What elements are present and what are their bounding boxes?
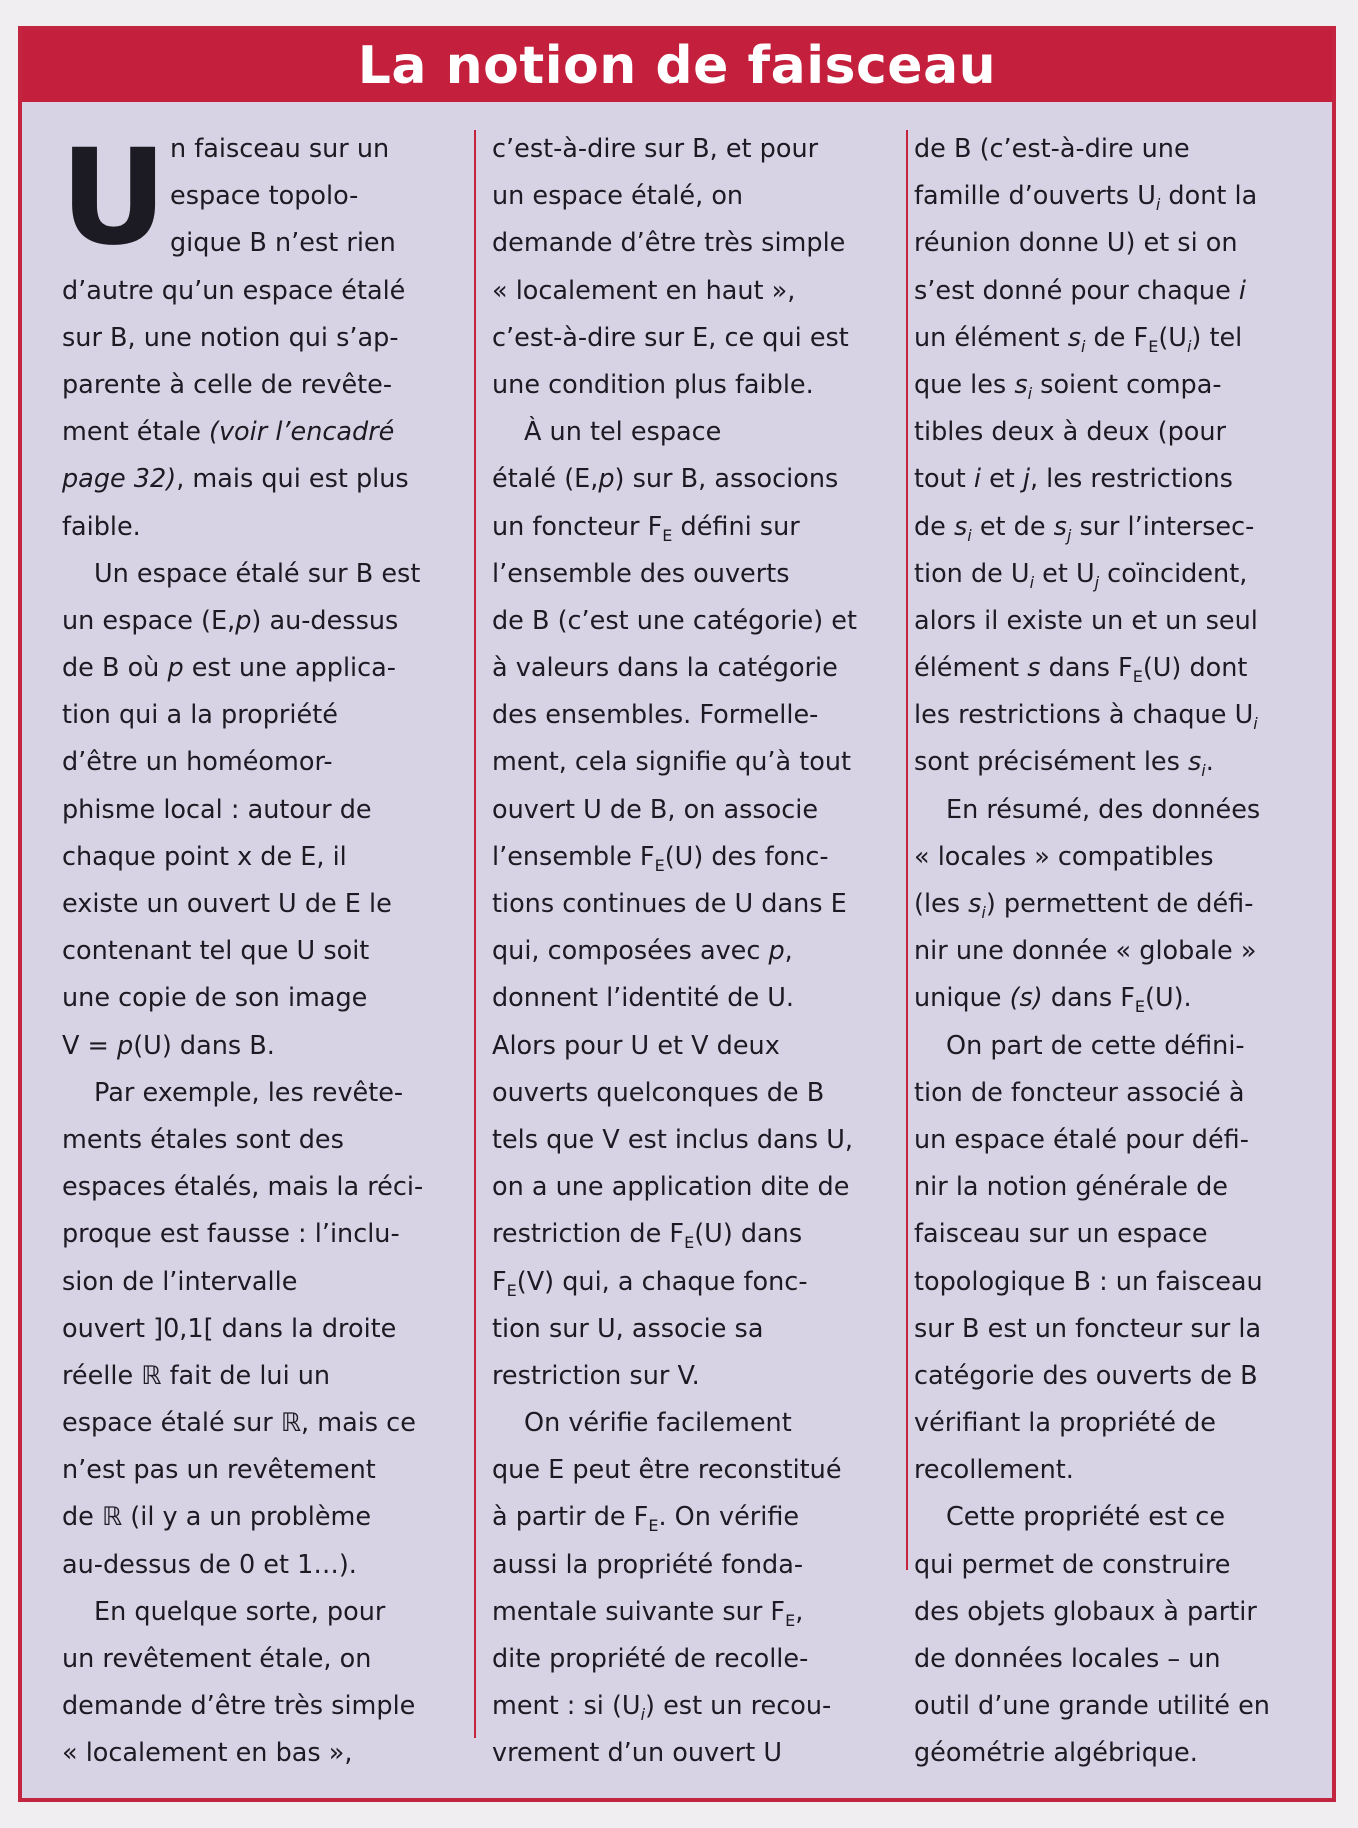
text-line	[492, 787, 912, 834]
italic-text: page 32)	[62, 464, 177, 495]
text-run: de B où	[62, 653, 168, 684]
text-line	[914, 1400, 1324, 1447]
text-line	[492, 928, 912, 975]
italic-text: i	[973, 464, 981, 495]
text-run: ,	[795, 1596, 804, 1627]
text-line	[492, 1494, 912, 1541]
text-line	[492, 1211, 912, 1258]
text-run: un espace étalé pour défi-	[914, 1124, 1249, 1155]
italic-text: p	[768, 936, 785, 967]
text-line	[62, 1023, 472, 1070]
text-line	[914, 1542, 1324, 1589]
italic-text: j	[1022, 464, 1030, 495]
text-line	[492, 1636, 912, 1683]
text-run: soient compa-	[1032, 369, 1222, 400]
text-run: espace étalé sur ℝ, mais ce	[62, 1408, 416, 1439]
subscript: E	[662, 525, 673, 545]
text-run: À un tel espace	[524, 417, 722, 448]
text-run: (V) qui, a chaque fonc-	[516, 1266, 808, 1297]
text-run: Cette propriété est ce	[946, 1502, 1226, 1533]
text-line	[914, 787, 1324, 834]
text-line	[492, 1023, 912, 1070]
text-run: tions continues de U dans E	[492, 889, 847, 919]
text-run: c’est-à-dire sur B, et pour	[492, 134, 819, 164]
text-run: tibles deux à deux (pour	[914, 417, 1227, 448]
text-line	[492, 1400, 912, 1447]
text-line	[62, 881, 472, 928]
text-run: tion de foncteur associé à	[914, 1077, 1245, 1108]
text-run: et de	[971, 511, 1054, 542]
text-run: ouvert U de B, on associe	[492, 794, 819, 825]
text-run: géométrie algébrique.	[914, 1738, 1198, 1769]
text-run: demande d’être très simple	[492, 228, 846, 259]
text-line	[62, 504, 472, 551]
text-run: de B (c’est une catégorie) et	[492, 605, 857, 636]
text-run: nir une donnée « globale »	[914, 936, 1257, 967]
article-box	[18, 26, 1336, 1802]
text-run: contenant tel que U soit	[62, 936, 370, 967]
text-line	[914, 1070, 1324, 1117]
text-run: d’être un homéomor-	[62, 747, 333, 778]
text-column-3	[914, 126, 1324, 1778]
subscript: E	[654, 855, 665, 875]
text-line	[914, 268, 1324, 315]
text-line	[914, 173, 1324, 220]
text-run: les restrictions à chaque U	[914, 700, 1254, 731]
text-run: (U) dont	[1142, 653, 1248, 684]
subscript: E	[1148, 336, 1159, 356]
text-run: de ℝ (il y a un problème	[62, 1502, 372, 1533]
text-line	[914, 975, 1324, 1022]
text-line	[914, 126, 1324, 173]
text-line	[914, 551, 1324, 598]
text-run: F	[492, 1266, 507, 1297]
text-run: sont précisément les	[914, 747, 1188, 778]
text-line	[914, 220, 1324, 267]
text-run: .	[1205, 747, 1214, 778]
text-line	[62, 1306, 472, 1353]
subscript: i	[640, 1705, 646, 1725]
text-run: et	[980, 464, 1023, 495]
text-run: Par exemple, les revête-	[94, 1077, 404, 1108]
text-run: parente à celle de revête-	[62, 369, 393, 400]
text-line	[492, 362, 912, 409]
text-run: existe un ouvert U de E le	[62, 889, 392, 919]
subscript: j	[1066, 525, 1072, 545]
text-line	[62, 456, 472, 503]
text-run: est une applica-	[183, 653, 396, 684]
text-run: coïncident,	[1099, 558, 1248, 589]
text-run: . On vérifie	[658, 1502, 800, 1533]
text-line	[62, 928, 472, 975]
text-line	[62, 1730, 472, 1777]
text-run: vrement d’un ouvert U	[492, 1738, 783, 1769]
italic-text: p	[598, 464, 615, 495]
text-column-1	[60, 121, 472, 1778]
text-run: recollement.	[914, 1455, 1074, 1486]
text-line	[62, 362, 472, 409]
text-run: Un espace étalé sur B est	[94, 558, 421, 589]
italic-text: p	[167, 653, 184, 684]
subscript: E	[506, 1280, 517, 1300]
text-line	[62, 1447, 472, 1494]
text-run: ) au-dessus	[251, 605, 399, 636]
text-run: demande d’être très simple	[62, 1691, 416, 1722]
italic-text: s	[1067, 322, 1081, 353]
text-line	[62, 598, 472, 645]
text-run: dans F	[1040, 653, 1133, 684]
text-run: faisceau sur un espace	[914, 1219, 1208, 1250]
text-line	[492, 1353, 912, 1400]
text-line	[914, 456, 1324, 503]
italic-text: i	[1238, 275, 1246, 306]
text-line	[492, 409, 912, 456]
text-run: une condition plus faible.	[492, 369, 814, 400]
italic-text: p	[117, 1030, 134, 1061]
text-line	[914, 1683, 1324, 1730]
drop-cap: U	[60, 121, 168, 275]
text-line	[492, 1306, 912, 1353]
text-run: On part de cette défini-	[946, 1030, 1245, 1061]
text-line	[492, 598, 912, 645]
text-run: (U).	[1145, 983, 1192, 1014]
text-line	[914, 1259, 1324, 1306]
text-run: tout	[914, 464, 974, 495]
text-run: On vérifie facilement	[524, 1408, 792, 1439]
text-line	[492, 1447, 912, 1494]
text-run: l’ensemble F	[492, 841, 655, 872]
text-run: ouvert ]0,1[ dans la droite	[62, 1313, 397, 1344]
text-run: tion sur U, associe sa	[492, 1313, 764, 1344]
text-run: qui, composées avec	[492, 936, 769, 967]
text-run: gique B n’est rien	[170, 228, 396, 259]
text-line	[492, 456, 912, 503]
text-run: « localement en haut »,	[492, 275, 796, 306]
text-line	[492, 1589, 912, 1636]
text-run: que les	[914, 369, 1015, 400]
text-run: (U) des fonc-	[664, 841, 829, 872]
text-line	[492, 881, 912, 928]
text-line	[492, 645, 912, 692]
subscript: E	[1132, 667, 1143, 687]
text-run: catégorie des ouverts de B	[914, 1360, 1258, 1391]
text-run: l’ensemble des ouverts	[492, 558, 790, 589]
text-run: dont la	[1160, 181, 1258, 212]
text-run: tion de U	[914, 558, 1030, 589]
text-run: des ensembles. Formelle-	[492, 700, 819, 731]
text-run: et U	[1034, 558, 1095, 589]
text-run: Alors pour U et V deux	[492, 1030, 780, 1061]
text-line	[62, 787, 472, 834]
text-line	[62, 1589, 472, 1636]
text-line	[492, 975, 912, 1022]
text-run: topologique B : un faisceau	[914, 1266, 1263, 1297]
text-run: réunion donne U) et si on	[914, 228, 1238, 259]
text-run: famille d’ouverts U	[914, 181, 1156, 212]
text-run: ment étale	[62, 417, 209, 448]
text-line	[914, 739, 1324, 786]
text-line	[914, 1636, 1324, 1683]
text-line	[492, 173, 912, 220]
text-line	[914, 1494, 1324, 1541]
text-run: élément	[914, 653, 1028, 684]
text-run: étalé (E,	[492, 464, 599, 495]
text-line	[914, 834, 1324, 881]
text-run: s’est donné pour chaque	[914, 275, 1239, 306]
text-line	[62, 834, 472, 881]
text-run: restriction de F	[492, 1219, 685, 1250]
text-run: , les restrictions	[1029, 464, 1233, 495]
text-line	[62, 645, 472, 692]
text-line	[492, 268, 912, 315]
subscript: E	[785, 1610, 796, 1630]
text-run: (U	[1158, 322, 1187, 353]
text-run: défini sur	[672, 511, 800, 542]
text-line	[914, 1306, 1324, 1353]
text-run: n faisceau sur un	[170, 134, 390, 164]
text-line	[914, 1023, 1324, 1070]
text-run: sur B est un foncteur sur la	[914, 1313, 1262, 1344]
text-run: de B (c’est-à-dire une	[914, 134, 1190, 164]
text-line	[914, 1117, 1324, 1164]
italic-text: s	[1188, 747, 1202, 778]
text-line	[492, 551, 912, 598]
text-run: ) sur B, associons	[614, 464, 839, 495]
italic-text: s	[1053, 511, 1067, 542]
text-run: un élément	[914, 322, 1068, 353]
text-run: espace topolo-	[170, 181, 359, 212]
italic-text: (s)	[1009, 983, 1043, 1014]
text-line	[492, 1730, 912, 1777]
text-run: on a une application dite de	[492, 1172, 850, 1203]
text-column-2	[492, 126, 912, 1778]
text-run: un foncteur F	[492, 511, 663, 542]
text-run: de	[914, 511, 954, 542]
text-line	[492, 739, 912, 786]
text-run: sur l’intersec-	[1071, 511, 1255, 542]
subscript: E	[684, 1233, 695, 1253]
text-line	[62, 975, 472, 1022]
text-run: (U) dans B.	[133, 1030, 275, 1061]
text-line	[492, 1164, 912, 1211]
text-run: ment, cela signifie qu’à tout	[492, 747, 852, 778]
text-run: des objets globaux à partir	[914, 1596, 1257, 1627]
text-line	[492, 1259, 912, 1306]
text-line	[62, 1211, 472, 1258]
text-run: alors il existe un et un seul	[914, 605, 1258, 636]
text-run: sion de l’intervalle	[62, 1266, 298, 1297]
text-line	[492, 315, 912, 362]
text-line	[492, 504, 912, 551]
text-line	[914, 504, 1324, 551]
text-run: En quelque sorte, pour	[94, 1596, 386, 1627]
text-run: une copie de son image	[62, 983, 368, 1014]
text-line	[62, 1259, 472, 1306]
text-line	[62, 1542, 472, 1589]
text-line	[62, 1400, 472, 1447]
text-run: V =	[62, 1030, 118, 1061]
text-line	[492, 220, 912, 267]
text-run: (les	[914, 889, 969, 919]
subscript: i	[1186, 336, 1192, 356]
italic-text: (voir l’encadré	[209, 417, 395, 448]
text-run: réelle ℝ fait de lui un	[62, 1360, 331, 1391]
text-line	[492, 1542, 912, 1589]
text-run: de F	[1085, 322, 1149, 353]
text-run: un revêtement étale, on	[62, 1644, 372, 1674]
text-run: outil d’une grande utilité en	[914, 1691, 1270, 1722]
text-line	[62, 551, 472, 598]
column-divider-1	[474, 130, 476, 1738]
subscript: i	[981, 903, 986, 922]
text-line	[914, 1353, 1324, 1400]
text-line	[914, 692, 1324, 739]
text-run: sur B, une notion qui s’ap-	[62, 322, 399, 353]
text-line	[492, 1683, 912, 1730]
text-line	[62, 739, 472, 786]
subscript: E	[1134, 997, 1145, 1017]
text-line	[914, 881, 1324, 928]
subscript: E	[648, 1516, 659, 1536]
text-line	[492, 1070, 912, 1117]
text-run: phisme local : autour de	[62, 794, 372, 825]
text-line	[62, 692, 472, 739]
text-line	[62, 1683, 472, 1730]
text-run: un espace étalé, on	[492, 181, 744, 212]
text-run: dite propriété de recolle-	[492, 1644, 809, 1674]
text-line	[492, 1117, 912, 1164]
text-run: ,	[784, 936, 793, 967]
subscript: j	[1094, 572, 1100, 592]
subscript: i	[1029, 572, 1035, 592]
text-line	[62, 409, 472, 456]
text-run: espaces étalés, mais la réci-	[62, 1172, 424, 1203]
text-run: que E peut être reconstitué	[492, 1455, 842, 1486]
text-line	[914, 1164, 1324, 1211]
text-line	[914, 1589, 1324, 1636]
subscript: i	[1027, 383, 1033, 403]
text-run: chaque point x de E, il	[62, 841, 347, 872]
italic-text: s	[953, 511, 968, 542]
text-line	[914, 645, 1324, 692]
text-line	[914, 362, 1324, 409]
text-run: restriction sur V.	[492, 1360, 700, 1391]
text-line	[914, 315, 1324, 362]
text-run: ouverts quelconques de B	[492, 1077, 825, 1108]
text-line	[914, 1447, 1324, 1494]
text-run: En résumé, des données	[946, 794, 1261, 825]
text-run: vérifiant la propriété de	[914, 1408, 1216, 1439]
text-run: faible.	[62, 511, 141, 542]
text-line	[492, 834, 912, 881]
text-line	[62, 1070, 472, 1117]
text-run: qui permet de construire	[914, 1549, 1231, 1580]
text-run: à valeurs dans la catégorie	[492, 653, 838, 684]
subscript: i	[1253, 714, 1258, 734]
italic-text: s	[1027, 653, 1041, 684]
text-line	[62, 1117, 472, 1164]
text-line	[914, 1211, 1324, 1258]
text-line	[62, 1164, 472, 1211]
text-run: tion qui a la propriété	[62, 700, 338, 731]
text-line	[62, 1636, 472, 1683]
text-run: , mais qui est plus	[176, 464, 409, 495]
text-run: tels que V est inclus dans U,	[492, 1124, 853, 1155]
text-line	[492, 692, 912, 739]
text-line	[492, 126, 912, 173]
text-run: dans F	[1042, 983, 1135, 1014]
article-title: La notion de faisceau	[357, 36, 997, 96]
title-banner	[22, 30, 1332, 102]
text-line	[914, 928, 1324, 975]
subscript: i	[1155, 195, 1161, 215]
text-line	[62, 1494, 472, 1541]
text-run: ) est un recou-	[645, 1691, 832, 1722]
text-run: un espace (E,	[62, 605, 236, 636]
subscript: i	[967, 525, 972, 545]
text-run: de données locales – un	[914, 1644, 1221, 1674]
text-run: proque est fausse : l’inclu-	[62, 1219, 400, 1250]
text-line	[62, 315, 472, 362]
text-run: « localement en bas »,	[62, 1738, 353, 1769]
text-run: unique	[914, 983, 1010, 1014]
text-run: c’est-à-dire sur E, ce qui est	[492, 322, 849, 353]
text-run: au-dessus de 0 et 1…).	[62, 1549, 357, 1580]
subscript: i	[1080, 336, 1086, 356]
text-run: ment : si (U	[492, 1691, 641, 1722]
text-run: ) tel	[1191, 322, 1243, 353]
text-line	[62, 1353, 472, 1400]
text-run: (U) dans	[694, 1219, 803, 1250]
italic-text: s	[968, 889, 982, 919]
text-run: à partir de F	[492, 1502, 649, 1533]
text-run: aussi la propriété fonda-	[492, 1549, 804, 1580]
text-run: nir la notion générale de	[914, 1172, 1228, 1203]
text-run: d’autre qu’un espace étalé	[62, 275, 406, 306]
text-run: ) permettent de défi-	[985, 889, 1254, 919]
subscript: i	[1201, 761, 1206, 781]
text-run: « locales » compatibles	[914, 841, 1214, 872]
italic-text: s	[1014, 369, 1028, 400]
italic-text: p	[235, 605, 252, 636]
text-run: mentale suivante sur F	[492, 1596, 786, 1627]
text-run: donnent l’identité de U.	[492, 983, 795, 1014]
text-run: ments étales sont des	[62, 1124, 344, 1155]
text-line	[914, 409, 1324, 456]
text-line	[914, 1730, 1324, 1777]
text-run: n’est pas un revêtement	[62, 1455, 376, 1486]
text-line	[914, 598, 1324, 645]
